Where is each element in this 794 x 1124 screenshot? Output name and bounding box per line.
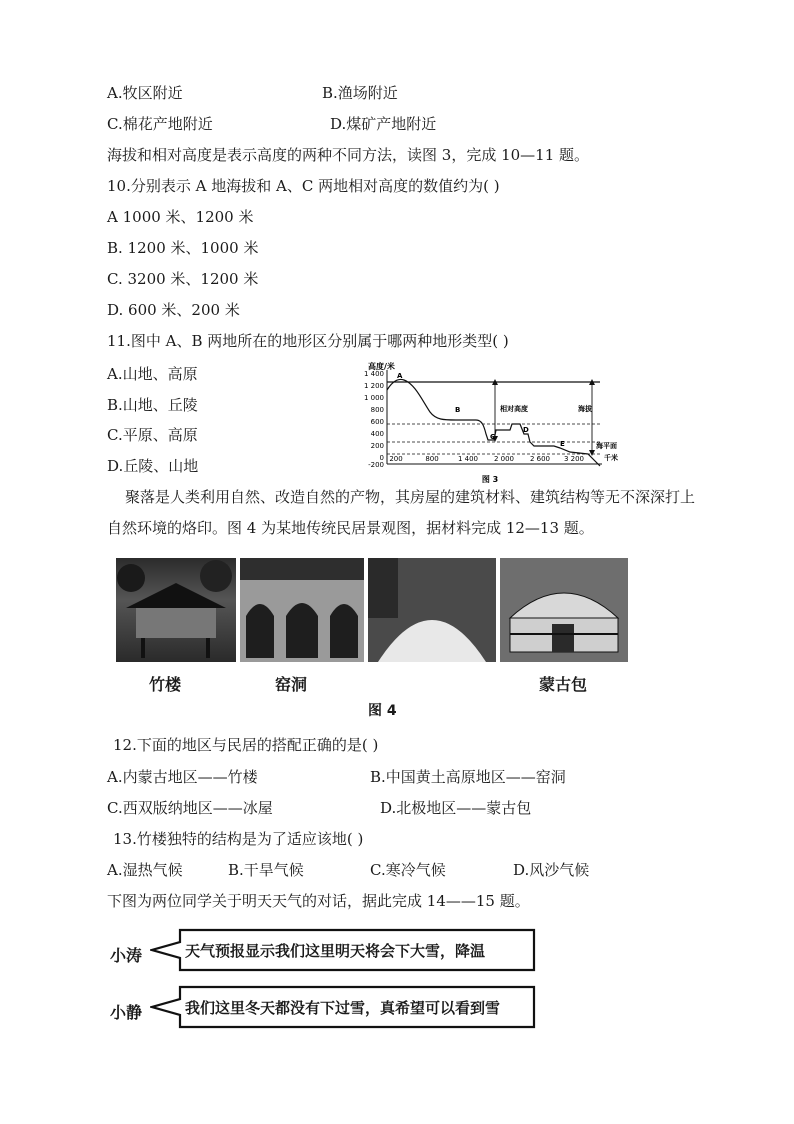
yurt-caption: 蒙古包 (539, 675, 588, 694)
x-tick-1400: 1 400 (457, 455, 479, 463)
speech-text-2: 我们这里冬天都没有下过雪，真希望可以看到雪 (185, 999, 501, 1017)
y-tick-0: 0 (379, 454, 384, 462)
bamboo-house-caption: 竹楼 (149, 675, 182, 694)
q13-option-c: C.寒冷气候 (370, 861, 446, 879)
igloo-photo (368, 558, 496, 662)
x-tick-3200: 3 200 (563, 455, 585, 463)
x-tick-200: 200 (389, 455, 403, 463)
q9-option-a: A.牧区附近 (107, 84, 183, 102)
figure-4-caption: 图 4 (368, 703, 397, 719)
y-tick-400: 400 (370, 430, 384, 438)
q12-option-d: D.北极地区——蒙古包 (380, 799, 532, 817)
x-unit-label: 千米 (604, 454, 618, 462)
q9-option-c: C.棉花产地附近 (107, 115, 213, 133)
y-tick-600: 600 (370, 418, 384, 426)
bamboo-house-photo (116, 558, 236, 662)
x-tick-labels (389, 455, 584, 463)
q13-stem: 13.竹楼独特的结构是为了适应该地( ) (113, 830, 364, 848)
q12-stem: 12.下面的地区与民居的搭配正确的是( ) (113, 736, 379, 754)
speaker-xiaotao: 小涛 (110, 946, 143, 965)
intro-12-13-line-1: 聚落是人类利用自然、改造自然的产物，其房屋的建筑材料、建筑结构等无不深深打上 (125, 488, 696, 506)
q12-option-c: C.西双版纳地区——冰屋 (107, 799, 273, 817)
intro-14-15: 下图为两位同学关于明天天气的对话，据此完成 14——15 题。 (107, 892, 530, 910)
point-b-label: B (455, 406, 461, 414)
y-tick-minus200: -200 (368, 461, 384, 469)
speaker-xiaojing: 小静 (110, 1003, 143, 1022)
x-tick-800: 800 (425, 455, 439, 463)
q10-option-d: D. 600 米、200 米 (107, 301, 240, 319)
point-e-label: E (560, 440, 565, 448)
figure-3-profile-chart (360, 360, 620, 488)
x-tick-2600: 2 600 (529, 455, 551, 463)
yurt-photo (500, 558, 628, 662)
q11-option-b: B.山地、丘陵 (107, 396, 198, 414)
y-tick-200: 200 (370, 442, 384, 450)
intro-10-11: 海拔和相对高度是表示高度的两种不同方法，读图 3，完成 10—11 题。 (107, 146, 590, 164)
y-axis-title: 高度/米 (368, 362, 395, 371)
y-tick-1200: 1 200 (363, 382, 384, 390)
y-tick-1400: 1 400 (363, 370, 384, 378)
y-tick-labels (364, 370, 384, 469)
point-c-label: C (490, 433, 496, 441)
q10-option-c: C. 3200 米、1200 米 (107, 270, 259, 288)
q10-option-a: A 1000 米、1200 米 (107, 208, 254, 226)
cave-dwelling-photo (240, 558, 364, 662)
y-tick-1000: 1 000 (363, 394, 384, 402)
sea-level-label: 海平面 (596, 442, 617, 450)
y-tick-800: 800 (370, 406, 384, 414)
altitude-label: 海拔 (578, 405, 592, 413)
point-a-label: A (397, 372, 403, 380)
figure-3-caption: 图 3 (481, 475, 499, 484)
intro-12-13-line-2: 自然环境的烙印。图 4 为某地传统民居景观图，据材料完成 12—13 题。 (107, 519, 594, 537)
q11-stem: 11.图中 A、B 两地所在的地形区分别属于哪两种地形类型( ) (107, 332, 509, 350)
relative-height-label: 相对高度 (500, 405, 528, 413)
q12-option-a: A.内蒙古地区——竹楼 (107, 768, 258, 786)
point-d-label: D (523, 426, 529, 434)
cave-dwelling-caption: 窑洞 (275, 675, 308, 694)
q11-option-a: A.山地、高原 (107, 365, 198, 383)
terrain-profile-line (387, 379, 600, 466)
q11-option-d: D.丘陵、山地 (107, 457, 199, 475)
q13-option-a: A.湿热气候 (107, 861, 183, 879)
q11-option-c: C.平原、高原 (107, 426, 198, 444)
q9-option-b: B.渔场附近 (322, 84, 398, 102)
q13-option-d: D.风沙气候 (513, 861, 590, 879)
q13-option-b: B.干旱气候 (228, 861, 304, 879)
x-tick-2000: 2 000 (493, 455, 515, 463)
speech-text-1: 天气预报显示我们这里明天将会下大雪，降温 (185, 942, 486, 960)
q12-option-b: B.中国黄土高原地区——窑洞 (370, 768, 566, 786)
q10-option-b: B. 1200 米、1000 米 (107, 239, 259, 257)
q10-stem: 10.分别表示 A 地海拔和 A、C 两地相对高度的数值约为( ) (107, 177, 500, 195)
q9-option-d: D.煤矿产地附近 (330, 115, 437, 133)
